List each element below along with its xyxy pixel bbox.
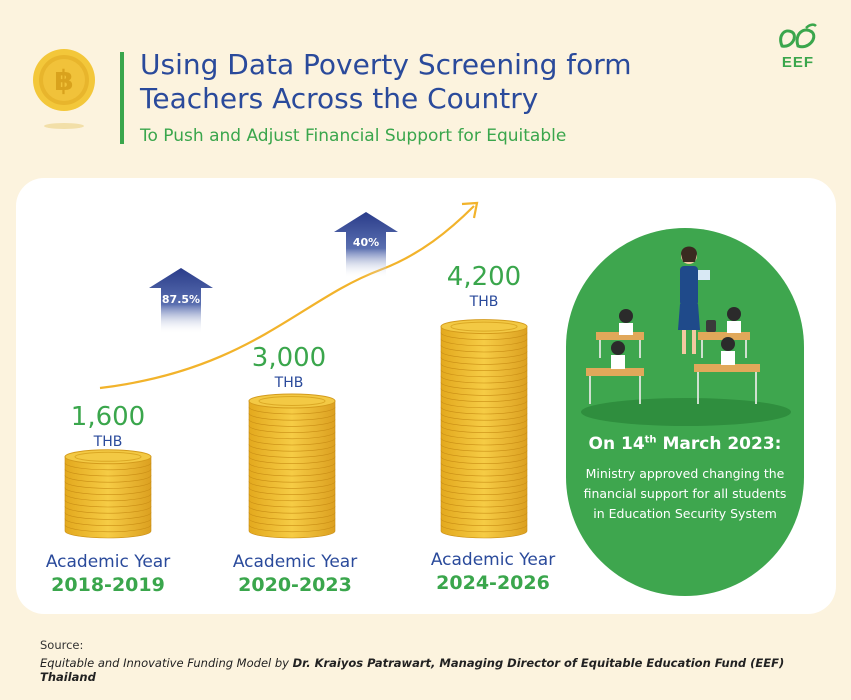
eef-logo-text: EEF [781, 54, 815, 71]
info-date-suffix: th [644, 434, 657, 446]
unit-2020: THB [274, 375, 304, 391]
coin-stack-2024 [441, 320, 527, 538]
unit-2024: THB [469, 294, 499, 310]
classroom-illustration [576, 234, 796, 434]
ay-label-2024: Academic Year [430, 550, 556, 570]
amount-2020: 3,000 [251, 343, 327, 373]
increase-label-2: 40% [352, 236, 380, 249]
info-date-day: On 14 [588, 434, 645, 454]
unit-2018: THB [93, 434, 123, 450]
info-date-month: March 2023: [656, 434, 782, 454]
amount-2024: 4,200 [446, 262, 522, 292]
info-date [566, 434, 804, 454]
ay-years-2024: 2024-2026 [436, 572, 550, 594]
ay-label-2018: Academic Year [45, 552, 171, 572]
ay-label-2020: Academic Year [232, 552, 358, 572]
page-title: Using Data Poverty Screening form Teachers Across the Country [140, 48, 632, 115]
coin-stack-2018 [65, 450, 151, 538]
source-author: Dr. Kraiyos Patrawart, Managing Director of Equitable Education Fund (EEF) Thailand [40, 656, 785, 684]
coin-stack-2020 [249, 394, 335, 538]
ay-years-2018: 2018-2019 [51, 574, 165, 596]
increase-label-1: 87.5% [161, 293, 201, 306]
source-citation [40, 656, 840, 684]
info-panel [566, 228, 804, 596]
ay-years-2020: 2020-2023 [238, 574, 352, 596]
baht-symbol: ฿ [54, 64, 74, 97]
info-body: Ministry approved changing the financial support for all students in Education Security System [583, 466, 787, 521]
source-label: Source: [40, 638, 84, 652]
amount-2018: 1,600 [70, 402, 146, 432]
source-text: Equitable and Innovative Funding Model by [40, 656, 289, 670]
page-subtitle: To Push and Adjust Financial Support for Equitable [140, 126, 567, 146]
